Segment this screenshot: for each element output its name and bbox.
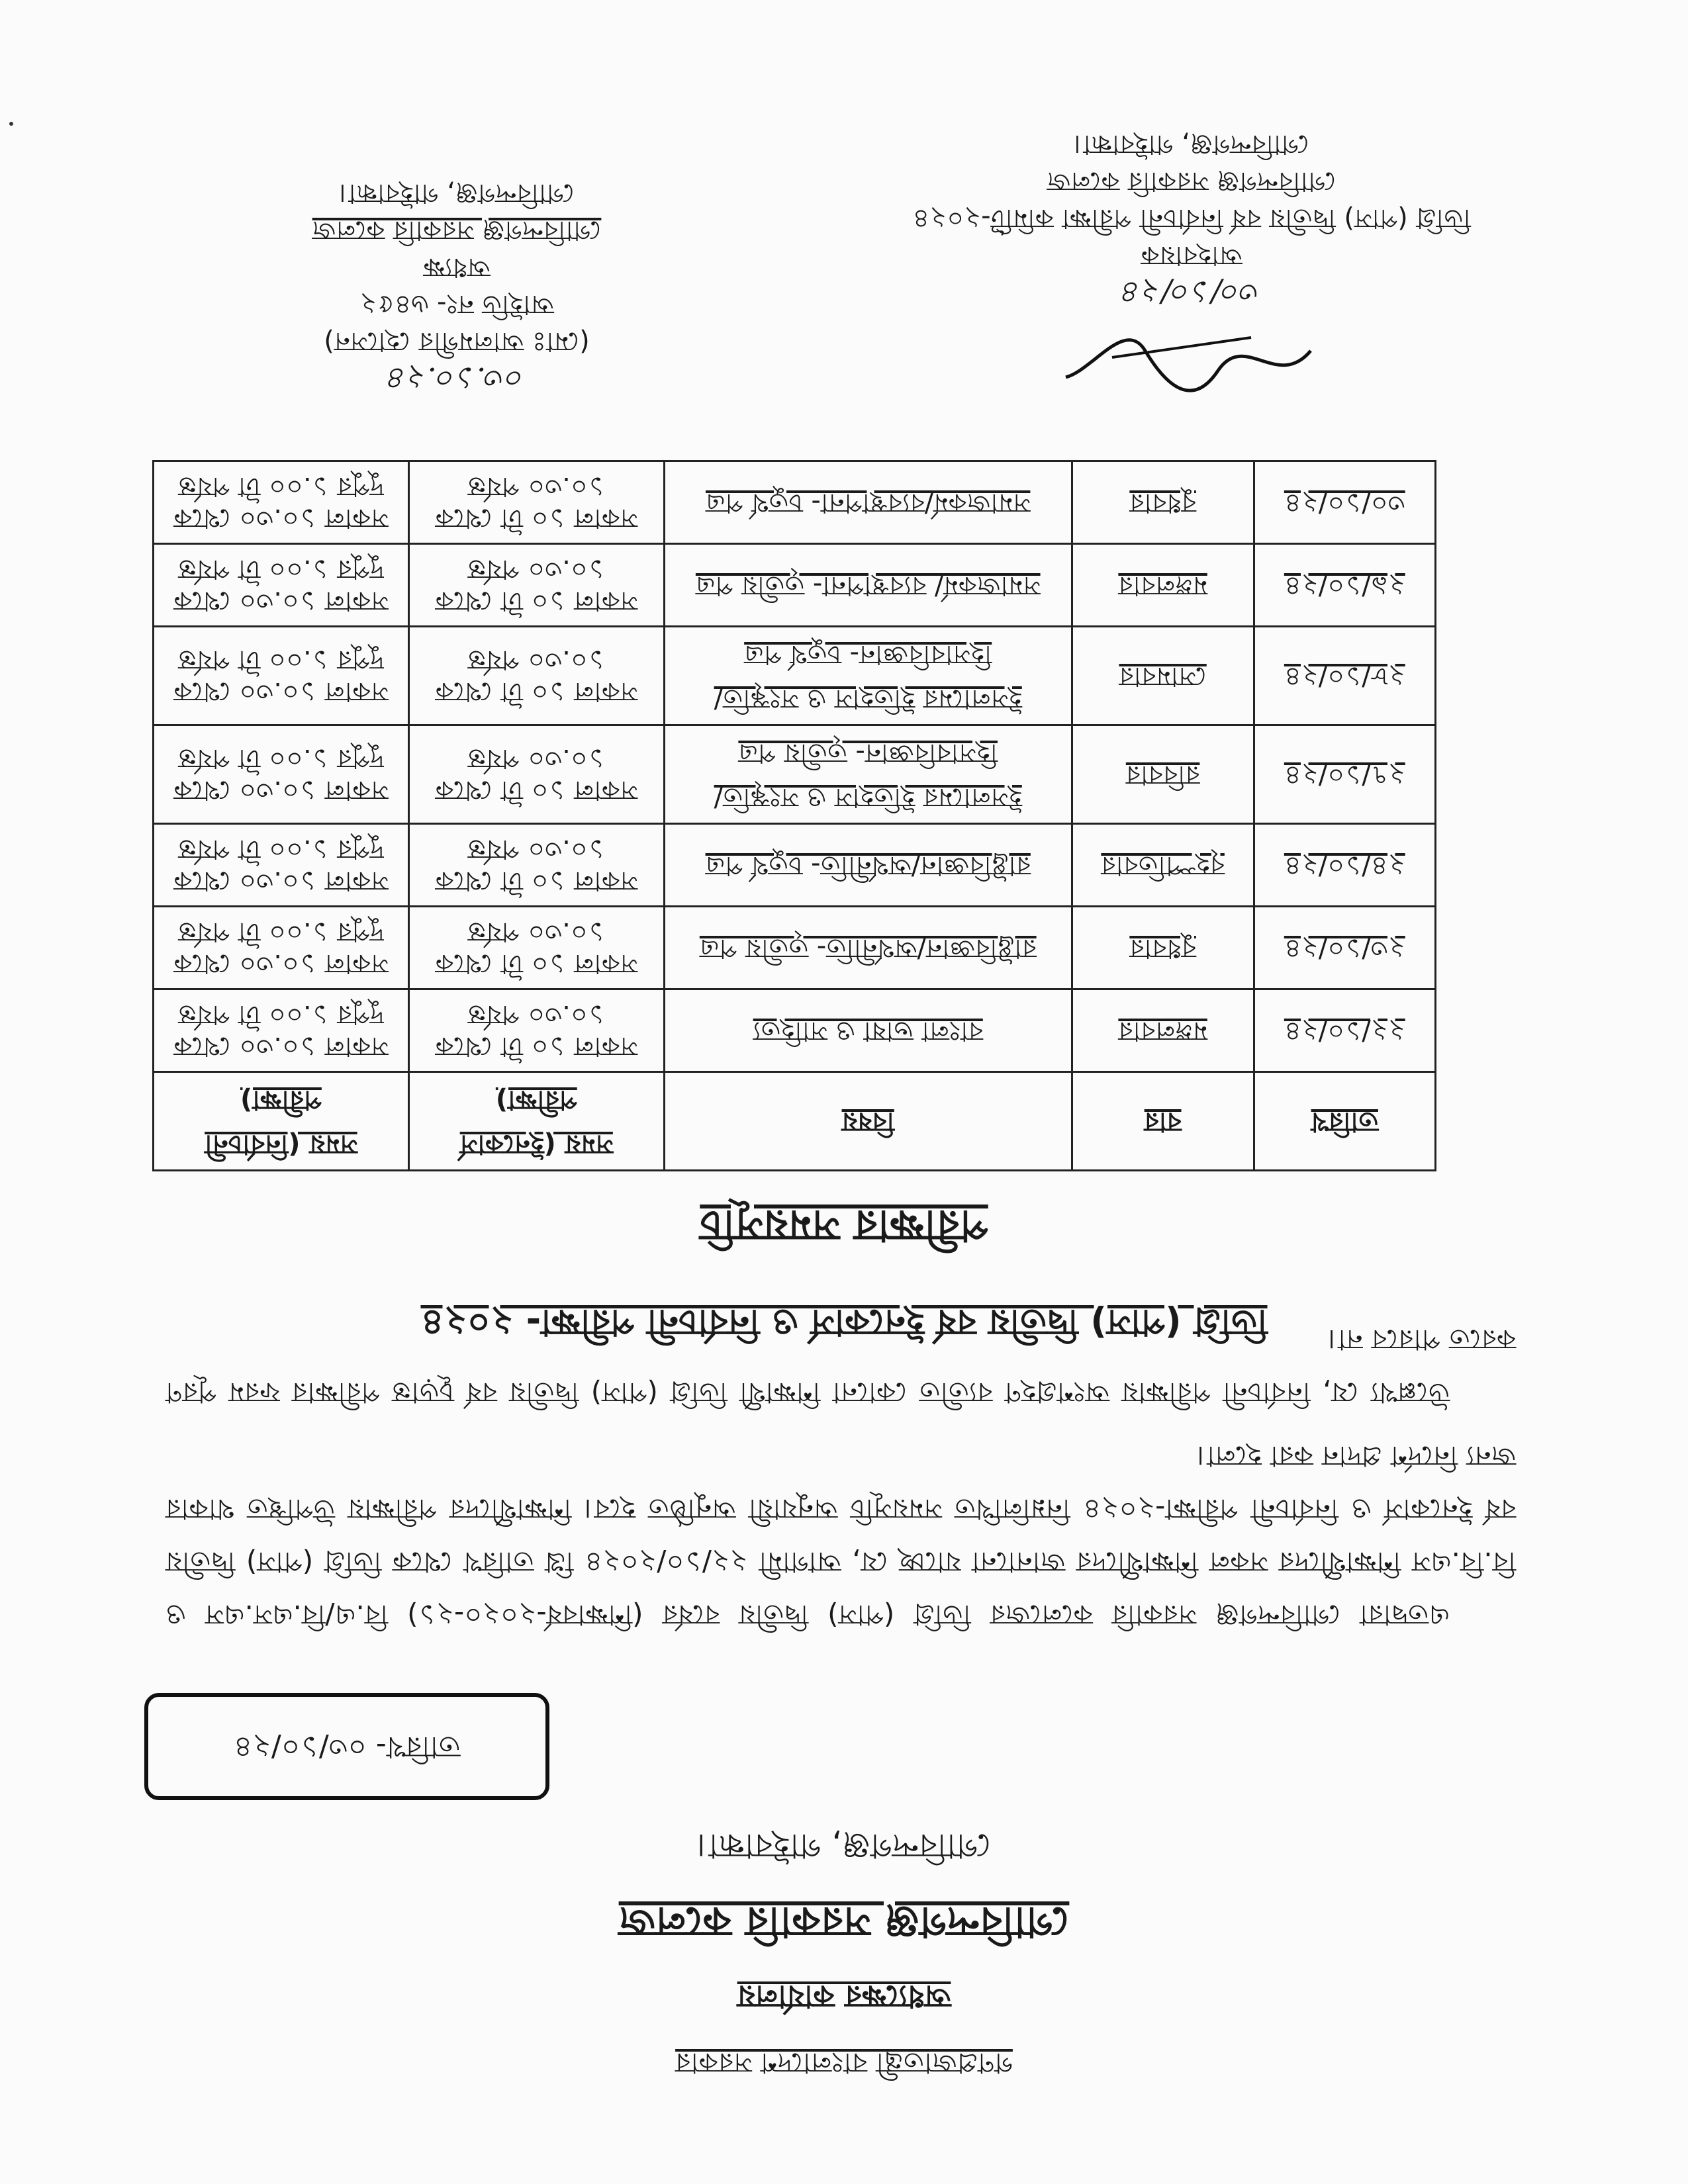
header-incourse-time: সময় (ইনকোর্স পরীক্ষা) [408,1072,664,1171]
table-row [154,989,1436,1072]
selection-time-end: দুপুর ১.০০ টা পর্যন্ত [178,743,384,774]
signature-area [165,119,1516,397]
exam-title: ডিগ্রি (পাস) দ্বিতীয় বর্ষ ইনকোর্স ও নির্বাচনী পরীক্ষা- ২০২৪ [420,1302,1268,1343]
notice-body [165,1302,1516,1641]
table-header-row [154,1072,1436,1171]
incourse-time-end: ১০.৩০ পর্যন্ত [467,834,605,864]
incourse-time-end: ১০.৩০ পর্যন্ত [467,917,605,947]
header-day: বার [1072,1072,1254,1171]
cell-date: ২৪/১০/২৪ [1254,824,1435,907]
college-name: গোবিন্দগঞ্জ সরকারি কলেজ [618,1898,1070,1946]
selection-time-start: সকাল ১০.৩০ থেকে [173,1031,389,1062]
cell-subject: ইসলামের ইতিহাস ও সংস্কৃতি/ হিসাববিজ্ঞান- তৃতীয় পত্র [664,725,1072,824]
cell-incourse-time [408,907,664,989]
table-row [154,725,1436,824]
cell-day: মঙ্গলবার [1072,544,1254,627]
header-selection-time: সময় (নির্বাচনী পরীক্ষা) [154,1072,409,1171]
cell-incourse-time [408,989,664,1072]
cell-selection-time [154,461,409,544]
incourse-time-start: সকাল ১০ টা থেকে [435,866,638,896]
incourse-time-end: ১০.৩০ পর্যন্ত [467,645,605,675]
principal-college: গোবিন্দগঞ্জ সরকারি কলেজ [312,215,602,246]
notice-paragraph-2: উল্লেখ্য যে, নির্বাচনী পরীক্ষায় অংশগ্রহণ ব্যতীত কোনো শিক্ষার্থী ডিগ্রি (পাস) দ্বিতীয় বর্ষ চূড়ান্ত পরীক্ষার ফরম পূরণ করতে পারবে না। [165,1324,1516,1409]
convener-address: গোবিন্দগঞ্জ, গাইবান্ধা। [1074,129,1309,159]
header-date: তারিখ [1254,1072,1435,1171]
cell-subject: রাষ্ট্রবিজ্ঞান/অর্থনীতি- তৃতীয় পত্র [664,907,1072,989]
cell-incourse-time [408,824,664,907]
convener-committee: ডিগ্রি (পাস) দ্বিতীয় বর্ষ নির্বাচনী পরীক্ষা কমিটি-২০২৪ [912,203,1471,234]
principal-handwritten-date: ০৩.১০.২৪ [387,361,526,396]
incourse-time-start: সকাল ১০ টা থেকে [435,1031,638,1062]
selection-time-end: দুপুর ১.০০ টা পর্যন্ত [178,834,384,864]
selection-time-end: দুপুর ১.০০ টা পর্যন্ত [178,645,384,675]
table-row [154,824,1436,907]
cell-day: মঙ্গলবার [1072,989,1254,1072]
cell-selection-time [154,989,409,1072]
principal-signature-block [165,175,748,397]
cell-subject: বাংলা ভাষা ও সাহিত্য [664,989,1072,1072]
cell-selection-time [154,907,409,989]
incourse-time-start: সকাল ১০ টা থেকে [435,503,638,533]
selection-time-start: সকাল ১০.৩০ থেকে [173,503,389,533]
cell-incourse-time [408,544,664,627]
cell-date: ২৮/১০/২৪ [1254,627,1435,725]
principal-address: গোবিন্দগঞ্জ, গাইবান্ধা। [339,178,575,208]
cell-day: বৃহস্পতিবার [1072,824,1254,907]
cell-selection-time [154,627,409,725]
incourse-time-end: ১০.৩০ পর্যন্ত [467,743,605,774]
cell-subject: সমাজকর্ম/ ব্যবস্থাপনা- তৃতীয় পত্র [664,544,1072,627]
cell-selection-time [154,725,409,824]
cell-date: ৩০/১০/২৪ [1254,461,1435,544]
college-address: গোবিন্দগঞ্জ, গাইবান্ধা। [696,1827,992,1865]
table-row [154,461,1436,544]
cell-date: ২৩/১০/২৪ [1254,907,1435,989]
cell-date: ২২/১০/২৪ [1254,989,1435,1072]
principal-name: (মোঃ আলমগীর হোসেন) [324,326,590,357]
office-name: অধ্যক্ষের কার্যালয় [737,1979,951,2015]
principal-id: আইডি নং- ৬৪৫২ [359,289,554,320]
principal-role: অধ্যক্ষ [423,252,491,283]
convener-role: আহবায়ক [1141,240,1243,271]
notice-paragraph-1: এতদ্বারা গোবিন্দগঞ্জ সরকারি কলেজের ডিগ্রি (পাস) দ্বিতীয় বর্ষের (শিক্ষাবর্ষ-২০২০-২১) বি.এ/বি.এস.এস ও বি.বি.এস শিক্ষার্থীদের সকল শিক্ষার্থীদের জানানো যাচ্ছে যে, আগামী ২২/১০/২০২৪ খ্রি তারিখ থেকে ডিগ্রি (পাস) দ্বিতীয় বর্ষ ইনকোর্স ও নির্বাচনী পরীক্ষা-২০২৪ নিম্নলিখিত সময়সূচি অনুযায়ী অনুষ্ঠিত হবে। শিক্ষার্থীদের পরীক্ষায় উপস্থিত থাকার জন্য নির্দেশ প্রদান করা হলো। [165,1440,1516,1631]
cell-date: ২৭/১০/২৪ [1254,725,1435,824]
cell-incourse-time [408,725,664,824]
convener-signature-block [867,126,1516,397]
selection-time-start: সকাল ১০.৩০ থেকে [173,676,389,707]
table-row [154,544,1436,627]
selection-time-end: দুপুর ১.০০ টা পর্যন্ত [178,554,384,584]
cell-day: বুধবার [1072,907,1254,989]
selection-time-start: সকাল ১০.৩০ থেকে [173,866,389,896]
exam-schedule-table [152,460,1436,1171]
cell-selection-time [154,544,409,627]
incourse-time-end: ১০.৩০ পর্যন্ত [467,999,605,1030]
selection-time-end: দুপুর ১.০০ টা পর্যন্ত [178,471,384,502]
cell-subject: রাষ্ট্রবিজ্ঞান/অর্থনীতি- চতুর্থ পত্র [664,824,1072,907]
incourse-time-end: ১০.৩০ পর্যন্ত [467,471,605,502]
table-row [154,627,1436,725]
convener-signature-icon [1053,324,1331,397]
selection-time-start: সকাল ১০.৩০ থেকে [173,775,389,805]
letterhead [0,1815,1688,2085]
cell-day: রবিবার [1072,725,1254,824]
incourse-time-end: ১০.৩০ পর্যন্ত [467,554,605,584]
convener-handwritten-date: ৩০/১০/২৪ [1121,275,1262,310]
cell-selection-time [154,824,409,907]
cell-subject: সমাজকর্ম/ব্যবস্থাপনা- চতুর্থ পত্র [664,461,1072,544]
cell-subject: ইসলামের ইতিহাস ও সংস্কৃতি/ হিসাববিজ্ঞান- চতুর্থ পত্র [664,627,1072,725]
selection-time-start: সকাল ১০.৩০ থেকে [173,586,389,616]
scan-speck [9,122,13,126]
cell-date: ২৯/১০/২৪ [1254,544,1435,627]
selection-time-end: দুপুর ১.০০ টা পর্যন্ত [178,999,384,1030]
incourse-time-start: সকাল ১০ টা থেকে [435,676,638,707]
cell-incourse-time [408,627,664,725]
routine-title: পরীক্ষার সময়সূচি [700,1201,988,1250]
selection-time-end: দুপুর ১.০০ টা পর্যন্ত [178,917,384,947]
table-row [154,907,1436,989]
cell-day: সোমবার [1072,627,1254,725]
date-box: তারিখ- ০৩/১০/২৪ [144,1693,549,1800]
incourse-time-start: সকাল ১০ টা থেকে [435,775,638,805]
header-subject: বিষয় [664,1072,1072,1171]
selection-time-start: সকাল ১০.৩০ থেকে [173,948,389,979]
incourse-time-start: সকাল ১০ টা থেকে [435,586,638,616]
incourse-time-start: সকাল ১০ টা থেকে [435,948,638,979]
convener-college: গোবিন্দগঞ্জ সরকারি কলেজ [1047,166,1336,197]
cell-incourse-time [408,461,664,544]
cell-day: বুধবার [1072,461,1254,544]
government-name: গণপ্রজাতন্ত্রী বাংলাদেশ সরকার [675,2047,1013,2079]
